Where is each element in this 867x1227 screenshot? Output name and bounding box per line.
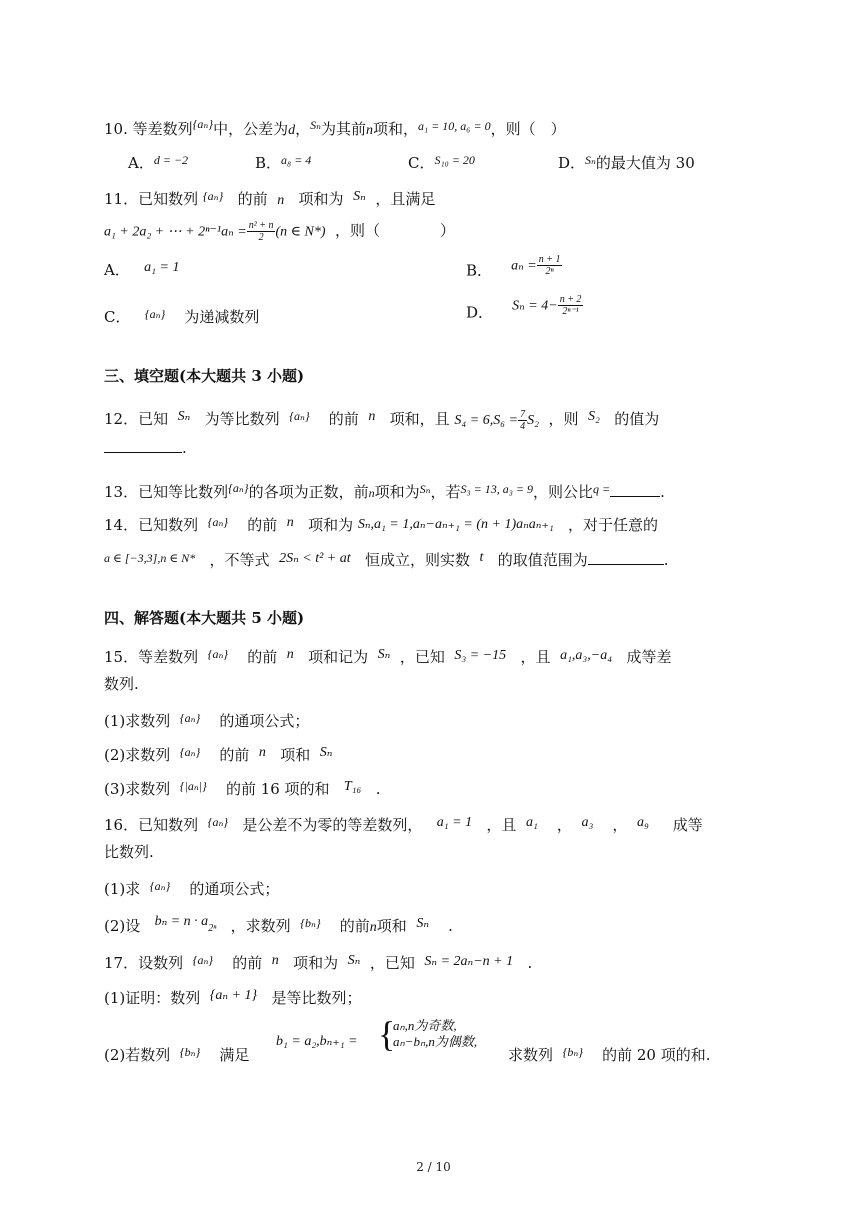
q11-sn: Sₙ: [353, 189, 366, 204]
q13-text-b: 的各项为正数，前: [248, 483, 369, 501]
q17-p1-text-b: 是等比数列；: [271, 989, 362, 1007]
question-15-stem: [104, 644, 671, 667]
q10-text-f: ，则（ ）: [490, 120, 566, 138]
q15-text-c: 项和记为: [308, 648, 369, 666]
q17-part-2: [104, 1042, 249, 1065]
q16-comma-2: ，: [612, 816, 628, 834]
q10-option-a: [128, 150, 188, 173]
q14-condition: Sₙ,a₁ = 1,aₙ−aₙ₊₁ = (n + 1)aₙaₙ₊₁: [357, 517, 554, 532]
q17-p2-text-a: (2)若数列: [104, 1046, 171, 1064]
q15-p3-text-a: (3)求数列: [104, 780, 171, 798]
q17-p2-text-d: 的前 20 项的和.: [602, 1046, 711, 1064]
q11-option-d-num: n + 2: [559, 294, 582, 305]
q14-text-g: 的取值范围为: [497, 551, 588, 569]
q11-condition-fraction: [247, 220, 276, 243]
q17-case-1: aₙ,n为奇数,: [393, 1018, 457, 1033]
q15-p2-sn: Sₙ: [319, 745, 333, 760]
q12-answer-line: [104, 438, 187, 458]
q10-option-c-label: C．: [408, 154, 435, 172]
q11-option-c-math: {aₙ}: [144, 307, 166, 321]
q16-part-1: [104, 876, 279, 899]
q17-p1-seq: {aₙ + 1}: [209, 988, 258, 1003]
q15-p1-text-b: 的通项公式；: [219, 712, 310, 730]
q16-text-d: 成等: [672, 816, 703, 834]
q11-option-a: [104, 258, 179, 280]
q14-answer-blank[interactable]: [588, 550, 664, 565]
q16-p2-text-a: (2)设: [104, 917, 141, 935]
q12-condition-a: S₄ = 6,S₆ =: [454, 413, 519, 428]
q17-text-c: 项和为: [293, 954, 339, 972]
question-17-stem: [104, 950, 532, 973]
q16-p2-definition: bₙ = n · a: [154, 914, 209, 929]
question-12-stem: [104, 406, 659, 432]
q13-text-c: 项和为: [374, 483, 420, 501]
q11-option-c: [104, 304, 259, 327]
q11-option-d-fraction: [558, 294, 584, 317]
q13-n: n: [368, 486, 375, 500]
q15-p2-n: n: [258, 745, 266, 760]
q11-condition-left: a₁ + 2a₂ + ⋯ + 2ⁿ⁻¹aₙ =: [104, 224, 247, 240]
q16-seq: {aₙ}: [207, 815, 229, 829]
q15-part-3: [104, 776, 381, 799]
q16-p2-n: n: [369, 920, 377, 935]
q16-text-b: 是公差不为零的等差数列，: [242, 816, 423, 834]
q11-option-b-left: aₙ =: [511, 258, 537, 274]
q16-part-2: [104, 912, 453, 939]
q17-p2-seq-2: {bₙ}: [562, 1045, 584, 1059]
q15-p1-seq: {aₙ}: [179, 711, 201, 725]
q15-p3-seq: {|aₙ|}: [179, 779, 207, 793]
q16-p2-subscript: 2ⁿ: [208, 923, 217, 934]
q10-text: 10. 等差数列: [104, 120, 193, 138]
q13-text-d: ，若: [430, 483, 461, 501]
q11-option-d-label: D．: [466, 303, 494, 322]
q14-tail: .: [663, 551, 669, 569]
q11-option-d: [466, 294, 583, 323]
q17-text-a: 17．设数列: [104, 954, 184, 972]
q15-n: n: [286, 647, 294, 662]
q12-text-f: 的值为: [614, 410, 660, 428]
q10-condition: a₁ = 10, a₆ = 0: [418, 119, 491, 133]
q10-option-a-value: d = −2: [153, 153, 189, 167]
q13-condition: S₃ = 13, a₃ = 9: [460, 482, 534, 496]
q10-text-b: 中，公差为: [213, 120, 289, 138]
q15-sn: Sₙ: [377, 647, 391, 662]
q17-brace-symbol: {: [378, 1014, 396, 1054]
q15-p3-text-c: .: [375, 780, 381, 798]
q11-option-c-label: C．: [104, 308, 131, 326]
question-14-stem: [104, 512, 658, 535]
q11-option-a-label: A．: [104, 261, 130, 279]
q10-option-c: [408, 150, 475, 173]
q15-condition: S₃ = −15: [454, 648, 507, 663]
q14-text-a: 14．已知数列: [104, 516, 199, 534]
q11-seq: {aₙ}: [202, 189, 224, 203]
q17-text-e: .: [527, 954, 533, 972]
q17-text-b: 的前: [232, 954, 263, 972]
q10-option-d: [558, 150, 695, 173]
q11-frac-denominator: 2: [258, 232, 264, 243]
q16-text-c: ，且: [486, 816, 517, 834]
q17-p2-text-c: 求数列: [508, 1046, 554, 1064]
q12-text-b: 为等比数列: [204, 410, 280, 428]
q10-seq: {aₙ}: [192, 117, 214, 131]
q16-a9: a₉: [636, 815, 649, 830]
q17-case-2: aₙ−bₙ,n为偶数,: [393, 1034, 478, 1049]
q12-answer-blank[interactable]: [104, 438, 182, 453]
q15-condition-2: a₁,a₃,−a₄: [560, 648, 613, 663]
q13-seq: {aₙ}: [228, 481, 249, 495]
q15-text-b: 的前: [247, 648, 278, 666]
q10-option-d-text: 的最大值为 30: [595, 154, 695, 172]
q16-p2-text-e: .: [448, 917, 453, 935]
q11-frac-numerator: n² + n: [248, 220, 274, 231]
q11-text-a: 11．已知数列: [104, 190, 199, 208]
question-16-stem: [104, 812, 703, 835]
page-number: 2 / 10: [416, 1160, 451, 1174]
q10-text-d: 为其前: [321, 120, 367, 138]
q12-frac-num: 7: [520, 408, 526, 420]
q17-p2-tail: [508, 1042, 711, 1065]
q16-p1-text-a: (1)求: [104, 880, 141, 898]
q11-option-b-den: 2ⁿ: [545, 266, 554, 277]
q14-condition-2: a ∈ [−3,3],n ∈ N*: [104, 551, 196, 565]
q16-a1: a₁: [525, 815, 538, 830]
q12-text-d: 项和，且: [389, 410, 450, 428]
q15-text-e: ，且: [520, 648, 551, 666]
q17-p2-def-text: b₁ = a₂,bₙ₊₁ =: [276, 1034, 358, 1049]
q14-text-d: ，对于任意的: [568, 516, 659, 534]
q16-p1-text-b: 的通项公式；: [189, 880, 280, 898]
q14-inequality: 2Sₙ < t² + at: [279, 551, 351, 566]
q12-n: n: [368, 409, 376, 424]
q14-line-2: [104, 548, 669, 570]
q11-option-d-left: Sₙ = 4−: [512, 298, 558, 314]
q16-p2-text-b: ，求数列: [230, 917, 291, 935]
q15-text-f: 成等差: [626, 648, 672, 666]
q16-p2-text-c: 的前: [339, 917, 370, 935]
q17-n: n: [271, 953, 279, 968]
q12-sn: Sₙ: [177, 409, 191, 424]
q14-seq: {aₙ}: [207, 515, 229, 529]
q12-condition-b: S₂: [527, 413, 539, 428]
question-11-stem: [104, 186, 435, 211]
q14-text-c: 项和为: [308, 516, 354, 534]
q11-option-b: [466, 254, 562, 281]
q16-condition: a₁ = 1: [436, 815, 473, 830]
q15-part-1: [104, 708, 309, 731]
q16-p2-text-d: 项和: [376, 917, 407, 935]
q12-s2: S₂: [588, 409, 600, 424]
q11-condition-right: (n ∈ N*): [275, 224, 326, 240]
q13-text-a: 13．已知等比数列: [104, 483, 229, 501]
q17-condition: Sₙ = 2aₙ−n + 1: [424, 954, 514, 969]
q15-p2-text-c: 项和: [280, 746, 311, 764]
q10-option-d-label: D．: [558, 154, 586, 172]
q10-sn: Sₙ: [310, 118, 321, 132]
q15-text-d: ，已知: [399, 648, 445, 666]
q10-option-b: [255, 150, 311, 173]
q11-text-c: 项和为: [298, 190, 344, 208]
q15-p1-text-a: (1)求数列: [104, 712, 171, 730]
q12-fraction: [518, 409, 527, 432]
q12-tail: .: [182, 439, 187, 457]
q17-p2-seq: {bₙ}: [179, 1045, 201, 1059]
q12-text-e: ，则: [548, 410, 579, 428]
q15-text-a: 15．等差数列: [104, 648, 199, 666]
q16-a3: a₃: [581, 815, 594, 830]
q12-text-a: 12．已知: [104, 410, 169, 428]
q17-p1-text-a: (1)证明：数列: [104, 989, 201, 1007]
q15-p2-seq: {aₙ}: [179, 745, 201, 759]
q16-p2-sn: Sₙ: [416, 916, 430, 931]
q10-text-c: ，: [295, 120, 311, 138]
q15-p3-text-b: 的前 16 项的和: [225, 780, 330, 798]
q14-text-e: ，不等式: [209, 551, 270, 569]
section-3-heading: 三、填空题(本大题共 3 小题): [104, 367, 305, 385]
q11-n: n: [277, 193, 285, 208]
q11-option-b-num: n + 1: [538, 254, 561, 265]
q11-option-d-den: 2ⁿ⁻¹: [562, 306, 579, 317]
q11-condition-line: [104, 220, 455, 243]
q12-seq: {aₙ}: [289, 409, 310, 423]
q16-p1-seq: {aₙ}: [149, 879, 171, 893]
question-10-stem: [104, 114, 566, 141]
q10-option-b-label: B．: [255, 154, 282, 172]
q15-seq: {aₙ}: [207, 647, 229, 661]
q15-p3-t16: T₁₆: [343, 779, 362, 794]
q14-n: n: [286, 515, 294, 530]
q17-p2-definition: [276, 1030, 358, 1052]
q13-sn: Sₙ: [419, 482, 431, 496]
q15-p2-text-a: (2)求数列: [104, 746, 171, 764]
section-4-heading: 四、解答题(本大题共 5 小题): [104, 609, 305, 627]
q15-line-2: 数列.: [104, 675, 139, 693]
q13-q: q =: [593, 482, 611, 496]
q14-text-f: 恒成立，则实数: [364, 551, 470, 569]
q17-sn: Sₙ: [347, 953, 361, 968]
q11-text-d: ，且满足: [375, 190, 436, 208]
q11-option-b-fraction: [537, 254, 563, 277]
q10-option-a-label: A．: [128, 154, 154, 172]
q10-option-d-math: Sₙ: [585, 153, 596, 167]
q17-part-1: [104, 986, 361, 1008]
q17-text-d: ，已知: [369, 954, 415, 972]
q13-answer-blank[interactable]: [610, 482, 660, 497]
q13-tail: .: [660, 483, 665, 501]
question-13-stem: [104, 478, 665, 503]
q11-text-b: 的前: [237, 190, 268, 208]
q12-text-c: 的前: [328, 410, 359, 428]
q15-part-2: [104, 742, 332, 765]
q10-d: d: [288, 123, 296, 138]
q14-text-b: 的前: [247, 516, 278, 534]
q11-option-c-text: 为递减数列: [184, 308, 260, 326]
q13-text-e: ，则公比: [533, 483, 594, 501]
q14-t: t: [479, 550, 484, 565]
q10-option-c-value: S₁₀ = 20: [434, 153, 475, 167]
q10-text-e: 项和，: [373, 120, 419, 138]
q10-option-b-value: a₈ = 4: [281, 153, 312, 167]
q11-option-a-value: a₁ = 1: [144, 260, 180, 275]
q10-n: n: [366, 123, 374, 138]
q17-p2-text-b: 满足: [219, 1046, 250, 1064]
q16-comma-1: ，: [556, 816, 572, 834]
q17-seq: {aₙ}: [192, 953, 214, 967]
q12-frac-den: 4: [520, 420, 526, 432]
q16-p2-seq: {bₙ}: [300, 916, 321, 930]
q16-line-2: 比数列.: [104, 843, 154, 861]
q11-text-e: ，则（ ）: [335, 221, 456, 240]
q15-p2-text-b: 的前: [219, 746, 250, 764]
q11-option-b-label: B．: [466, 261, 493, 280]
q16-text-a: 16．已知数列: [104, 816, 199, 834]
